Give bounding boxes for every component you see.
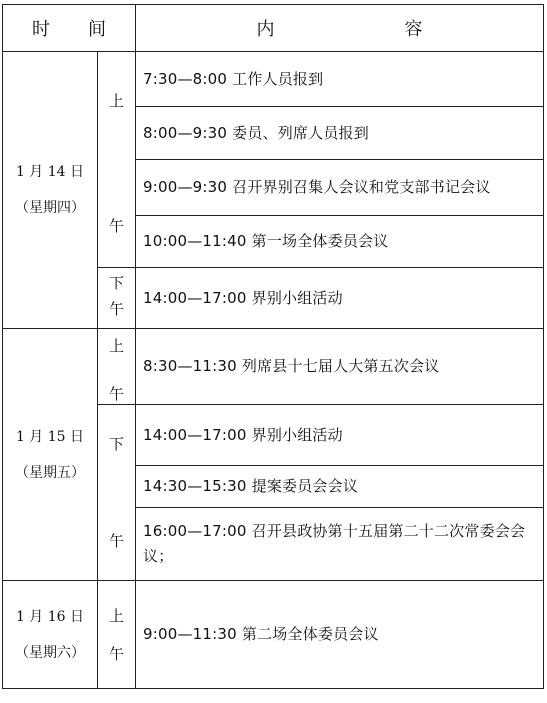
schedule-item: 10:00—11:40 第一场全体委员会议: [136, 216, 544, 268]
schedule-item: 7:30—8:00 工作人员报到: [136, 52, 544, 107]
schedule-item: 16:00—17:00 召开县政协第十五届第二十二次常委会会议；: [136, 508, 544, 581]
period-top-label: 上: [108, 92, 124, 110]
time-header: [3, 5, 136, 52]
content-header: [136, 5, 544, 52]
date-label: 1 月 16 日: [15, 608, 85, 625]
period-top-label: 上: [108, 607, 124, 625]
date-cell-day-2: [3, 329, 98, 581]
header-row: [3, 5, 544, 52]
period-cell-afternoon-day-2: [98, 405, 136, 581]
period-bottom-label: 午: [108, 300, 124, 318]
content-header-char-2: 容: [404, 19, 423, 40]
date-cell-day-3: [3, 581, 98, 689]
table-row: [3, 581, 544, 689]
weekday-label: （星期四）: [15, 200, 85, 216]
schedule-item: 9:00—11:30 第二场全体委员会议: [136, 581, 544, 689]
period-top-label: 下: [108, 435, 124, 453]
period-cell-afternoon-day-1: [98, 268, 136, 329]
schedule-item: 8:30—11:30 列席县十七届人大第五次会议: [136, 329, 544, 405]
period-cell-morning-day-2: [98, 329, 136, 405]
period-bottom-label: 午: [108, 645, 124, 663]
period-cell-morning-day-1: [98, 52, 136, 268]
time-header-char-1: 时: [32, 19, 50, 40]
schedule-item: 14:30—15:30 提案委员会会议: [136, 466, 544, 508]
period-top-label: 下: [108, 274, 124, 292]
date-label: 1 月 15 日: [15, 428, 85, 445]
period-top-label: 上: [108, 337, 124, 355]
schedule-table: [2, 4, 544, 689]
period-bottom-label: 午: [108, 217, 124, 235]
period-bottom-label: 午: [108, 385, 124, 403]
time-header-char-2: 间: [88, 19, 106, 40]
weekday-label: （星期六）: [15, 644, 85, 661]
period-bottom-label: 午: [108, 532, 124, 550]
schedule-item: 14:00—17:00 界别小组活动: [136, 268, 544, 329]
table-row: [3, 52, 544, 107]
period-cell-morning-day-3: [98, 581, 136, 689]
content-header-char-1: 内: [256, 19, 275, 40]
schedule-item: 8:00—9:30 委员、列席人员报到: [136, 107, 544, 160]
date-cell-day-1: [3, 52, 98, 329]
schedule-item: 9:00—9:30 召开界别召集人会议和党支部书记会议: [136, 160, 544, 216]
date-label: 1 月 14 日: [15, 164, 85, 180]
weekday-label: （星期五）: [15, 464, 85, 481]
schedule-item: 14:00—17:00 界别小组活动: [136, 405, 544, 466]
table-row: [3, 329, 544, 405]
